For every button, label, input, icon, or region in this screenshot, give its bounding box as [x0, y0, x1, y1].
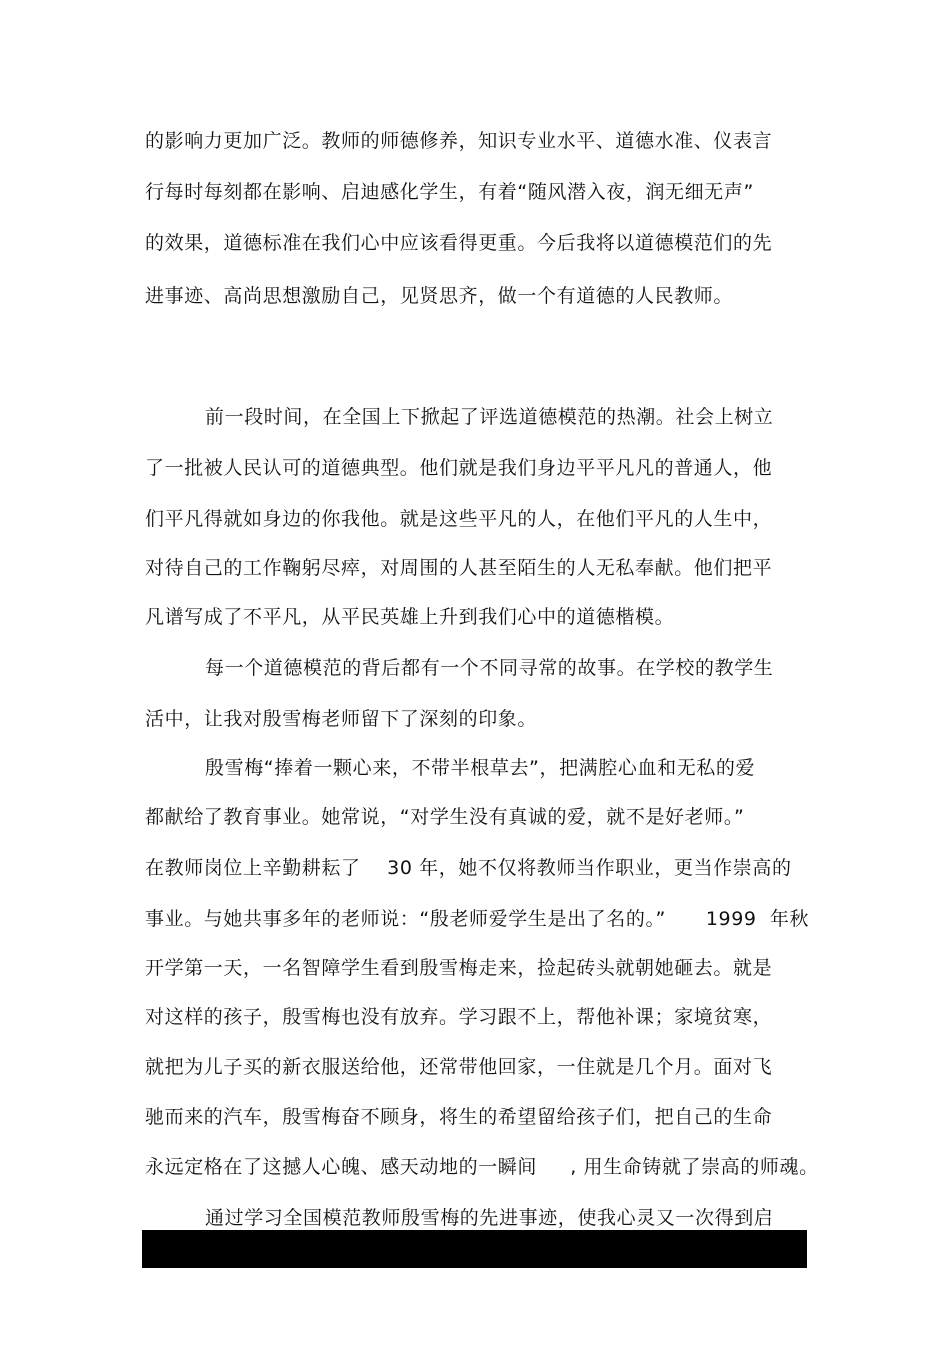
paragraph-line: 对待自己的工作鞠躬尽瘁，对周围的人甚至陌生的人无私奉献。他们把平 [145, 557, 773, 579]
paragraph-line: 对这样的孩子，殷雪梅也没有放弃。学习跟不上，帮他补课；家境贫寒， [145, 1006, 773, 1028]
paragraph-line: 们平凡得就如身边的你我他。就是这些平凡的人，在他们平凡的人生中， [145, 508, 773, 530]
paragraph-line: 就把为儿子买的新衣服送给他，还常带他回家，一住就是几个月。面对飞 [145, 1056, 773, 1078]
paragraph-line: 活中，让我对殷雪梅老师留下了深刻的印象。 [145, 708, 538, 730]
paragraph-line: 的效果，道德标准在我们心中应该看得更重。今后我将以道德模范们的先 [145, 232, 773, 254]
paragraph-line: 前一段时间，在全国上下掀起了评选道德模范的热潮。社会上树立 [205, 406, 774, 428]
paragraph-line: 永远定格在了这撼人心魄、感天动地的一瞬间 , 用生命铸就了崇高的师魂。 [145, 1156, 819, 1178]
paragraph-line: 事业。与她共事多年的老师说：“殷老师爱学生是出了名的。” 1999 年秋 [145, 908, 810, 930]
paragraph-line: 驰而来的汽车，殷雪梅奋不顾身，将生的希望留给孩子们，把自己的生命 [145, 1106, 773, 1128]
paragraph-line: 在教师岗位上辛勤耕耘了 30 年，她不仅将教师当作职业，更当作崇高的 [145, 857, 792, 879]
paragraph-line: 的影响力更加广泛。教师的师德修养，知识专业水平、道德水准、仪表言 [145, 130, 773, 152]
paragraph-line: 都献给了教育事业。她常说，“对学生没有真诚的爱，就不是好老师。” [145, 806, 745, 828]
paragraph-line: 行每时每刻都在影响、启迪感化学生，有着“随风潜入夜，润无细无声” [145, 181, 754, 203]
paragraph-line: 殷雪梅“捧着一颗心来，不带半根草去”，把满腔心血和无私的爱 [205, 757, 756, 779]
paragraph-line: 进事迹、高尚思想激励自己，见贤思齐，做一个有道德的人民教师。 [145, 285, 734, 307]
paragraph-line: 凡谱写成了不平凡，从平民英雄上升到我们心中的道德楷模。 [145, 606, 675, 628]
paragraph-line: 开学第一天，一名智障学生看到殷雪梅走来，捡起砖头就朝她砸去。就是 [145, 957, 773, 979]
paragraph-line: 了一批被人民认可的道德典型。他们就是我们身边平平凡凡的普通人，他 [145, 457, 773, 479]
paragraph-line: 每一个道德模范的背后都有一个不同寻常的故事。在学校的教学生 [205, 657, 774, 679]
paragraph-line: 通过学习全国模范教师殷雪梅的先进事迹，使我心灵又一次得到启 [205, 1207, 774, 1229]
redaction-bar [142, 1230, 807, 1268]
